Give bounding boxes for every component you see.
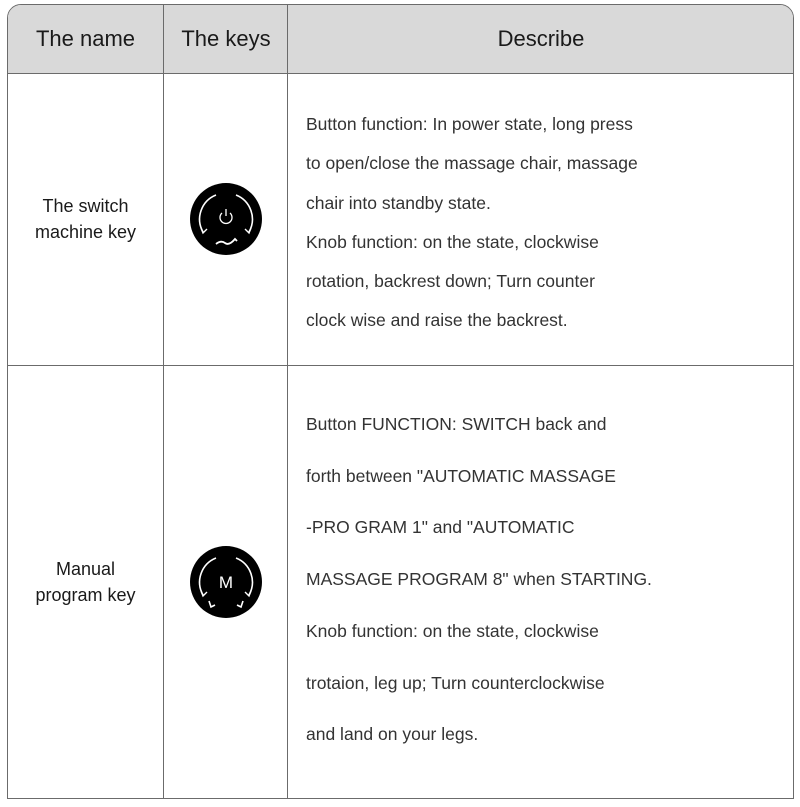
row-description — [306, 105, 776, 341]
description-line: and land on your legs. — [306, 724, 479, 745]
row-name-cell — [8, 73, 163, 365]
description-line: Knob function: on the state, clockwise — [306, 231, 599, 252]
description-line: -PRO GRAM 1" and "AUTOMATIC — [306, 517, 575, 538]
description-line: to open/close the massage chair, massage — [306, 153, 638, 174]
mode-knob-icon — [189, 545, 263, 619]
description-line: rotation, backrest down; Turn counter — [306, 271, 595, 292]
row-name-line: machine key — [34, 222, 137, 242]
description-line: Button function: In power state, long press — [306, 114, 633, 134]
key-function-table — [7, 4, 794, 799]
description-line: MASSAGE PROGRAM 8" when STARTING. — [306, 569, 652, 590]
row-name-cell — [8, 366, 163, 798]
description-line: Knob function: on the state, clockwise — [306, 620, 599, 641]
description-line: Button FUNCTION: SWITCH back and — [306, 414, 607, 434]
row-name-line: The switch — [42, 196, 129, 216]
mode-knob-symbol: M — [218, 573, 234, 592]
header-name: The name — [35, 26, 136, 51]
row-name-line: program key — [35, 585, 136, 605]
description-line: clock wise and raise the backrest. — [306, 310, 568, 331]
column-divider — [163, 5, 164, 798]
description-line: forth between "AUTOMATIC MASSAGE — [306, 465, 616, 486]
description-line: trotaion, leg up; Turn counterclockwise — [306, 672, 605, 693]
row-name-line: Manual — [55, 559, 116, 579]
description-line: chair into standby state. — [306, 192, 491, 213]
row-description — [306, 399, 776, 761]
power-knob-icon — [189, 182, 263, 256]
column-divider — [287, 5, 288, 798]
table-header — [8, 5, 793, 74]
power-knob[interactable] — [165, 73, 287, 365]
header-describe: Describe — [497, 26, 585, 51]
header-keys: The keys — [181, 26, 271, 51]
program-knob[interactable] — [165, 366, 287, 798]
